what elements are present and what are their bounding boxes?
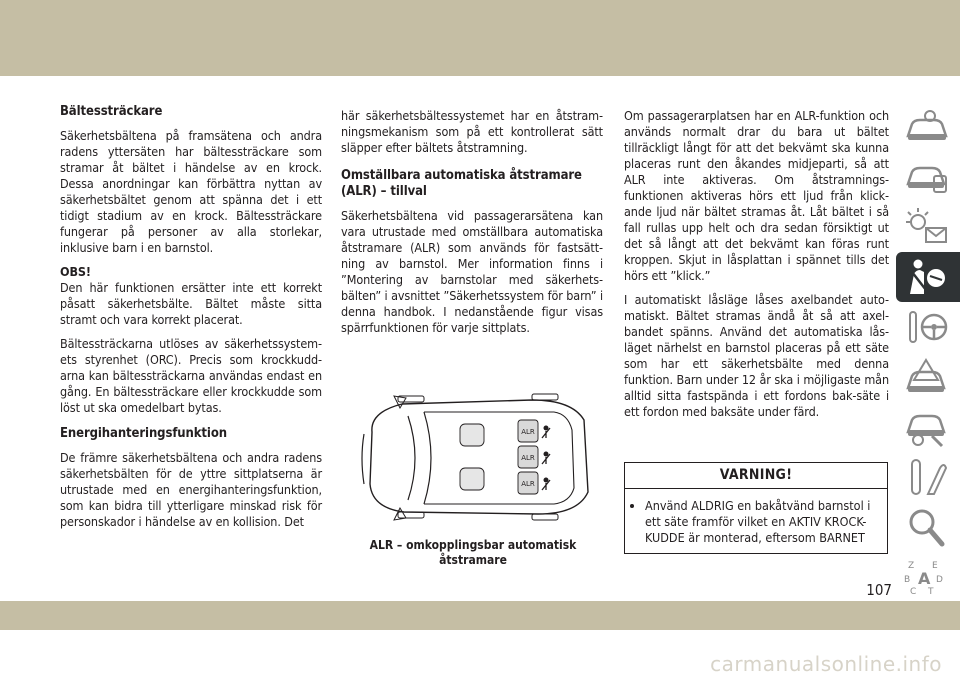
- warning-triangle-icon: [902, 356, 950, 398]
- obs-note: [60, 264, 322, 328]
- tab-language-index[interactable]: [896, 552, 960, 602]
- obs-text: Den här funktionen ersätter inte ett korrekt påsatt säkerhetsbälte. Bältet måste sitta stramt och vara korrekt placerat.: [60, 280, 322, 327]
- paragraph: Om passagerarplatsen har en ALR-funktion och används normalt drar du bara ut bältet tillräckligt långt för att det bekvämt ska kunna placeras runt den åkandes midjeparti, så att ALR inte aktiveras. Om åtstramnings-funktionen aktiveras hörs ett ljud från klick-ande ljud när bältet stramas åt. Låt bältet i så fall rullas upp helt och dra sedan försiktigt ut det så långt att det bekvämt kan föras runt kroppen. Skjut in låsplattan i spännet tills det hörs ett ”klick.”: [624, 108, 889, 283]
- paragraph: Säkerhetsbältena vid passagerarsätena kan vara utrustade med omställbara automatiska åtstramare (ALR) som används för fastsätt-ning av barnstol. Mer information finns i ”Montering av barnstolar med säkerhets-bälten” i avsnittet ”Säkerhetssystem för barn” i denna handbok. I nedanstående figur visas spärrfunktionen för varje sittplats.: [341, 208, 603, 335]
- car-dashboard-icon: [902, 106, 950, 148]
- figure-caption: ALR – omkopplingsbar automatisk åtstramare: [369, 538, 577, 567]
- index-letter: Z: [908, 561, 915, 571]
- tab-warning-triangle[interactable]: [896, 352, 960, 402]
- tab-wrench-specs[interactable]: [896, 452, 960, 502]
- alr-label: ALR: [521, 480, 535, 488]
- paragraph: här säkerhetsbältessystemet har en åtstram-ningsmekanism som på ett kontrollerat sätt släpper efter bältets åtstramning.: [341, 108, 603, 155]
- warning-list: [625, 498, 887, 546]
- chapter-tabs: [896, 102, 960, 602]
- tab-steering-wheel[interactable]: [896, 302, 960, 352]
- paragraph: De främre säkerhetsbältena och andra radens säkerhetsbälten för de yttre sittplatserna är utrustade med en energihanteringsfunktion, som kan bidra till ytterligare minskad risk för personskador i händelse av en kollision. Det: [60, 450, 322, 529]
- alr-label: ALR: [521, 428, 535, 436]
- steering-wheel-icon: [902, 306, 950, 348]
- column-2: [341, 108, 603, 344]
- index-letter: E: [932, 561, 938, 571]
- warning-item: • Använd ALDRIG en bakåtvänd barnstol i ett säte framför vilket en AKTIV KROCK-KUDDE är monterad, eftersom BARNET: [645, 498, 881, 546]
- warning-light-icon: [902, 206, 950, 248]
- index-letter: T: [928, 587, 934, 597]
- heading-alr: Omställbara automatiska åtstramare (ALR) – tillval: [341, 168, 582, 199]
- car-service-icon: [902, 406, 950, 448]
- alr-label: ALR: [521, 454, 535, 462]
- tab-magnifier-index[interactable]: [896, 502, 960, 552]
- header-band: [0, 0, 960, 76]
- alr-vehicle-figure: [342, 372, 604, 540]
- paragraph: Säkerhetsbältena på framsätena och andra radens yttersäten har bältessträckare som stramar åt bältet i händelse av en krock. Dessa anordningar kan förbättra nyttan av säkerhetsbältet genom att spänna det i ett tidigt stadium av en krock. Bältessträckare fungerar på personer av alla storlekar, inklusive barn i en barnstol.: [60, 128, 322, 255]
- vehicle-top-view-illustration: [342, 372, 604, 540]
- page-number: 107: [866, 581, 892, 599]
- index-letter: C: [910, 587, 917, 597]
- watermark-text: carmanualsonline.info: [710, 652, 942, 676]
- column-3: [624, 108, 889, 428]
- tab-seatbelt-airbag[interactable]: [896, 252, 960, 302]
- car-key-icon: [902, 156, 950, 198]
- warning-title: VARNING!: [625, 463, 887, 489]
- column-1: [60, 104, 322, 538]
- tab-car-dashboard[interactable]: [896, 102, 960, 152]
- language-index-icon: [902, 556, 950, 598]
- index-letter: A: [918, 569, 931, 588]
- heading-baltesstrackare: Bältessträckare: [60, 104, 163, 119]
- index-letter: B: [904, 575, 911, 585]
- seatbelt-airbag-icon: [902, 256, 950, 298]
- magnifier-index-icon: [902, 506, 950, 548]
- tab-warning-light[interactable]: [896, 202, 960, 252]
- index-letter: D: [936, 575, 943, 585]
- warning-box: [624, 462, 888, 554]
- obs-label: OBS!: [60, 264, 91, 279]
- wrench-specs-icon: [902, 456, 950, 498]
- paragraph: Bältessträckarna utlöses av säkerhetssystem-ets styrenhet (ORC). Precis som krockkudd-arna kan bältessträckarna användas endast en gång. En bältessträckare eller krockkudde som löst ut ska omedelbart bytas.: [60, 336, 322, 415]
- tab-car-service[interactable]: [896, 402, 960, 452]
- footer-band: [0, 601, 960, 630]
- tab-car-key[interactable]: [896, 152, 960, 202]
- paragraph: I automatiskt låsläge låses axelbandet auto-matiskt. Bältet stramas ändå åt så att axel-bandet spänns. Använd det automatiska lås-läget närhelst en barnstol placeras på ett säte som har ett säkerhetsbälte med denna funktion. Barn under 12 år ska i möjligaste mån alltid sitta fastspända i ett fordons bak-säte i ett fordon med baksäte under färd.: [624, 292, 889, 419]
- heading-energihantering: Energihanteringsfunktion: [60, 426, 227, 441]
